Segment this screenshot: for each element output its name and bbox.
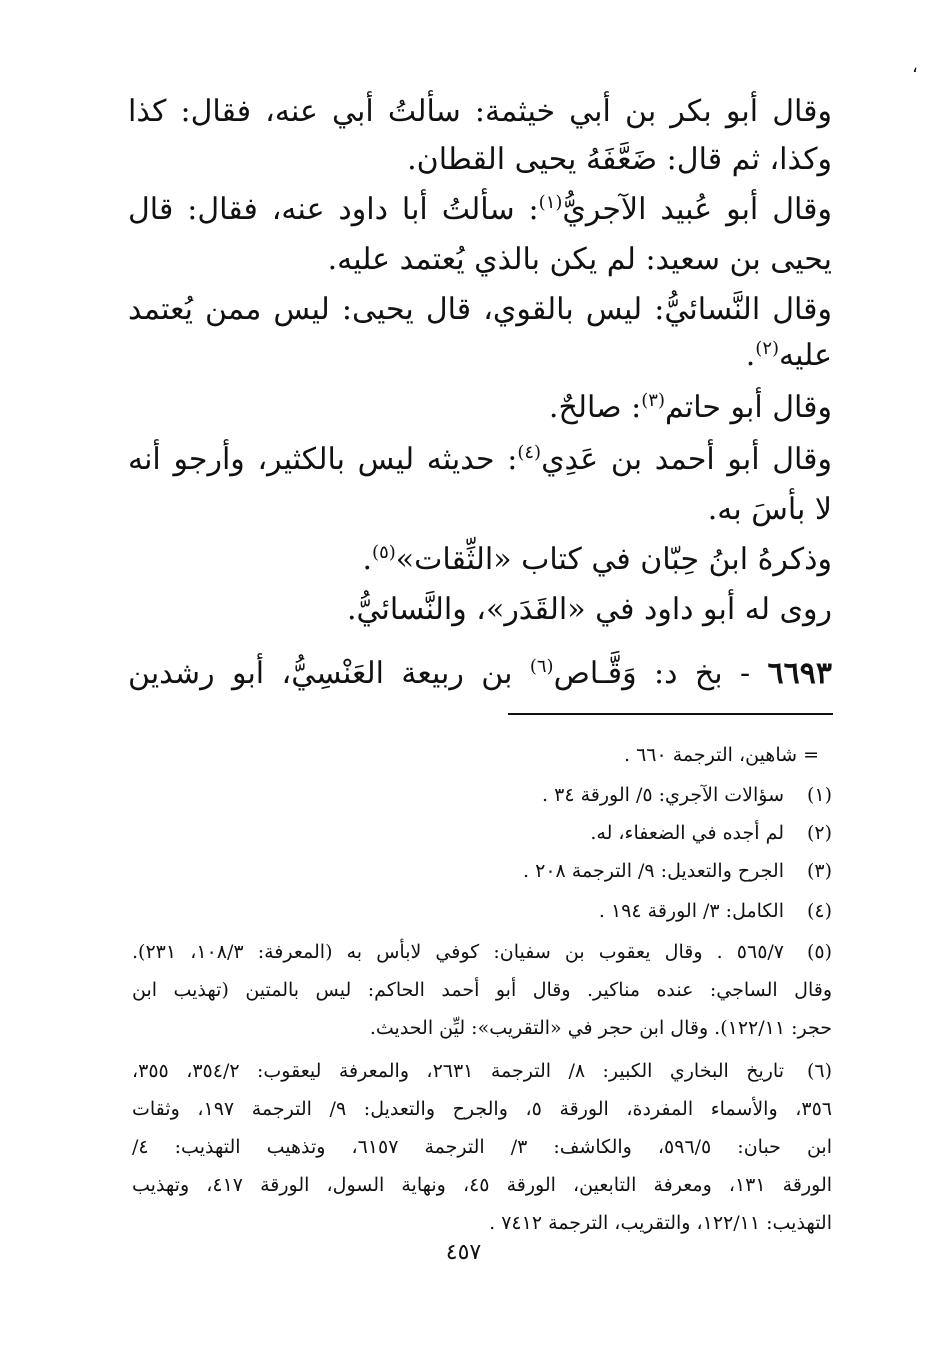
entry-heading [128, 654, 832, 694]
footnote-1 [542, 780, 832, 810]
footnote-5-text-1: ٥٦٥/٧ . وقال يعقوب بن سفيان: كوفي لابأس به (المعرفة: ١٠٨/٣، ٢٣١). [132, 941, 785, 963]
footnote-ref-1: (١) [538, 192, 563, 213]
footnote-6-line-2: ٣٥٦، والأسماء المفردة، الورقة ٥، والجرح والتعديل: ٩/ الترجمة ١٩٧، وثقات [132, 1098, 832, 1120]
footnote-6-number: (٦) [806, 1060, 832, 1082]
main-line-7-start: وقال أبو حاتم [664, 390, 832, 425]
main-line-9: لا بأسَ به. [707, 492, 832, 527]
main-line-11: روى له أبو داود في «القَدَر»، والنَّسائيُّ. [346, 592, 832, 627]
footnote-ref-3: (٣) [641, 390, 665, 411]
footnote-divider [508, 713, 833, 715]
entry-heading-start: - بخ د: وَقَّـاص [553, 656, 768, 691]
footnote-ref-6: (٦) [529, 656, 554, 677]
footnote-3-number: (٣) [806, 860, 832, 882]
footnote-1-number: (١) [806, 784, 832, 806]
main-line-10-start: وذكرهُ ابنُ حِبّان في كتاب «الثِّقات» [395, 542, 832, 577]
main-line-10 [362, 540, 832, 580]
footnote-4 [599, 896, 832, 926]
main-line-10-dot: . [362, 542, 373, 577]
footnote-6-line-5: التهذيب: ١٢٢/١١، والتقريب، الترجمة ٧٤١٢ . [489, 1212, 832, 1234]
main-line-7-end: : صالحٌ. [548, 390, 642, 425]
main-line-4: يحيى بن سعيد: لم يكن بالذي يُعتمد عليه. [327, 242, 832, 277]
footnote-5-number: (٥) [806, 941, 833, 963]
footnote-6-text-1: تاريخ البخاري الكبير: ٨/ الترجمة ٢٦٣١، والمعرفة ليعقوب: ٣٥٤/٢، ٣٥٥، [132, 1060, 784, 1082]
footnote-ref-4: (٤) [517, 442, 542, 463]
footnote-5-line-3: حجر: ١٢٢/١١). وقال ابن حجر في «التقريب»: ليِّن الحديث. [369, 1017, 832, 1039]
main-line-8-start: وقال أبو أحمد بن عَدِي [541, 442, 832, 477]
footnote-3-text: الجرح والتعديل: ٩/ الترجمة ٢٠٨ . [523, 860, 784, 882]
main-line-3 [128, 190, 832, 230]
footnote-ref-2: (٢) [755, 338, 780, 359]
main-line-6 [746, 336, 832, 376]
main-line-3-end: : سألتُ أبا داود عنه، فقال: قال [128, 192, 539, 227]
main-line-3-start: وقال أبو عُبيد الآجريُّ [562, 192, 832, 227]
footnote-ref-5: (٥) [372, 542, 396, 563]
main-line-6-word: عليه [779, 338, 832, 373]
corner-mark: ، [912, 56, 918, 77]
main-line-8-end: : حديثه ليس بالكثير، وأرجو أنه [128, 442, 518, 477]
footnote-6-line-4: الورقة ١٣١، ومعرفة التابعين، الورقة ٤٥، ونهاية السول، الورقة ٤١٧، وتهذيب [132, 1174, 833, 1196]
footnote-5-line-1 [132, 937, 832, 967]
main-line-6-dot: . [745, 338, 756, 373]
entry-number: ٦٦٩٣ [767, 656, 832, 691]
footnote-6-line-1 [132, 1056, 832, 1086]
main-line-7 [549, 388, 832, 428]
main-line-2: وكذا، ثم قال: ضَعَّفَهُ يحيى القطان. [407, 142, 832, 177]
footnote-2 [590, 818, 832, 848]
footnote-4-number: (٤) [806, 900, 832, 922]
footnote-3 [523, 856, 832, 886]
main-line-8 [128, 440, 832, 480]
footnote-2-text: لم أجده في الضعفاء، له. [590, 822, 784, 844]
footnote-continuation: = شاهين، الترجمة ٦٦٠ . [623, 744, 819, 766]
footnote-5-line-2: وقال الساجي: عنده مناكير. وقال أبو أحمد الحاكم: ليس بالمتين (تهذيب ابن [132, 979, 833, 1001]
page-number: ٤٥٧ [445, 1240, 482, 1265]
entry-heading-end: بن ربيعة العَنْسِيُّ، أبو رشدين [128, 656, 530, 691]
footnote-6-line-3: ابن حبان: ٥٩٦/٥، والكاشف: ٣/ الترجمة ٦١٥٧، وتذهيب التهذيب: ٤/ [132, 1136, 832, 1158]
main-line-5: وقال النَّسائيُّ: ليس بالقوي، قال يحيى: ليس ممن يُعتمد [128, 292, 832, 327]
main-line-1: وقال أبو بكر بن أبي خيثمة: سألتُ أبي عنه، فقال: كذا [128, 94, 832, 129]
footnote-4-text: الكامل: ٣/ الورقة ١٩٤ . [598, 900, 784, 922]
footnote-2-number: (٢) [806, 822, 832, 844]
footnote-1-text: سؤالات الآجري: ٥/ الورقة ٣٤ . [542, 784, 784, 806]
